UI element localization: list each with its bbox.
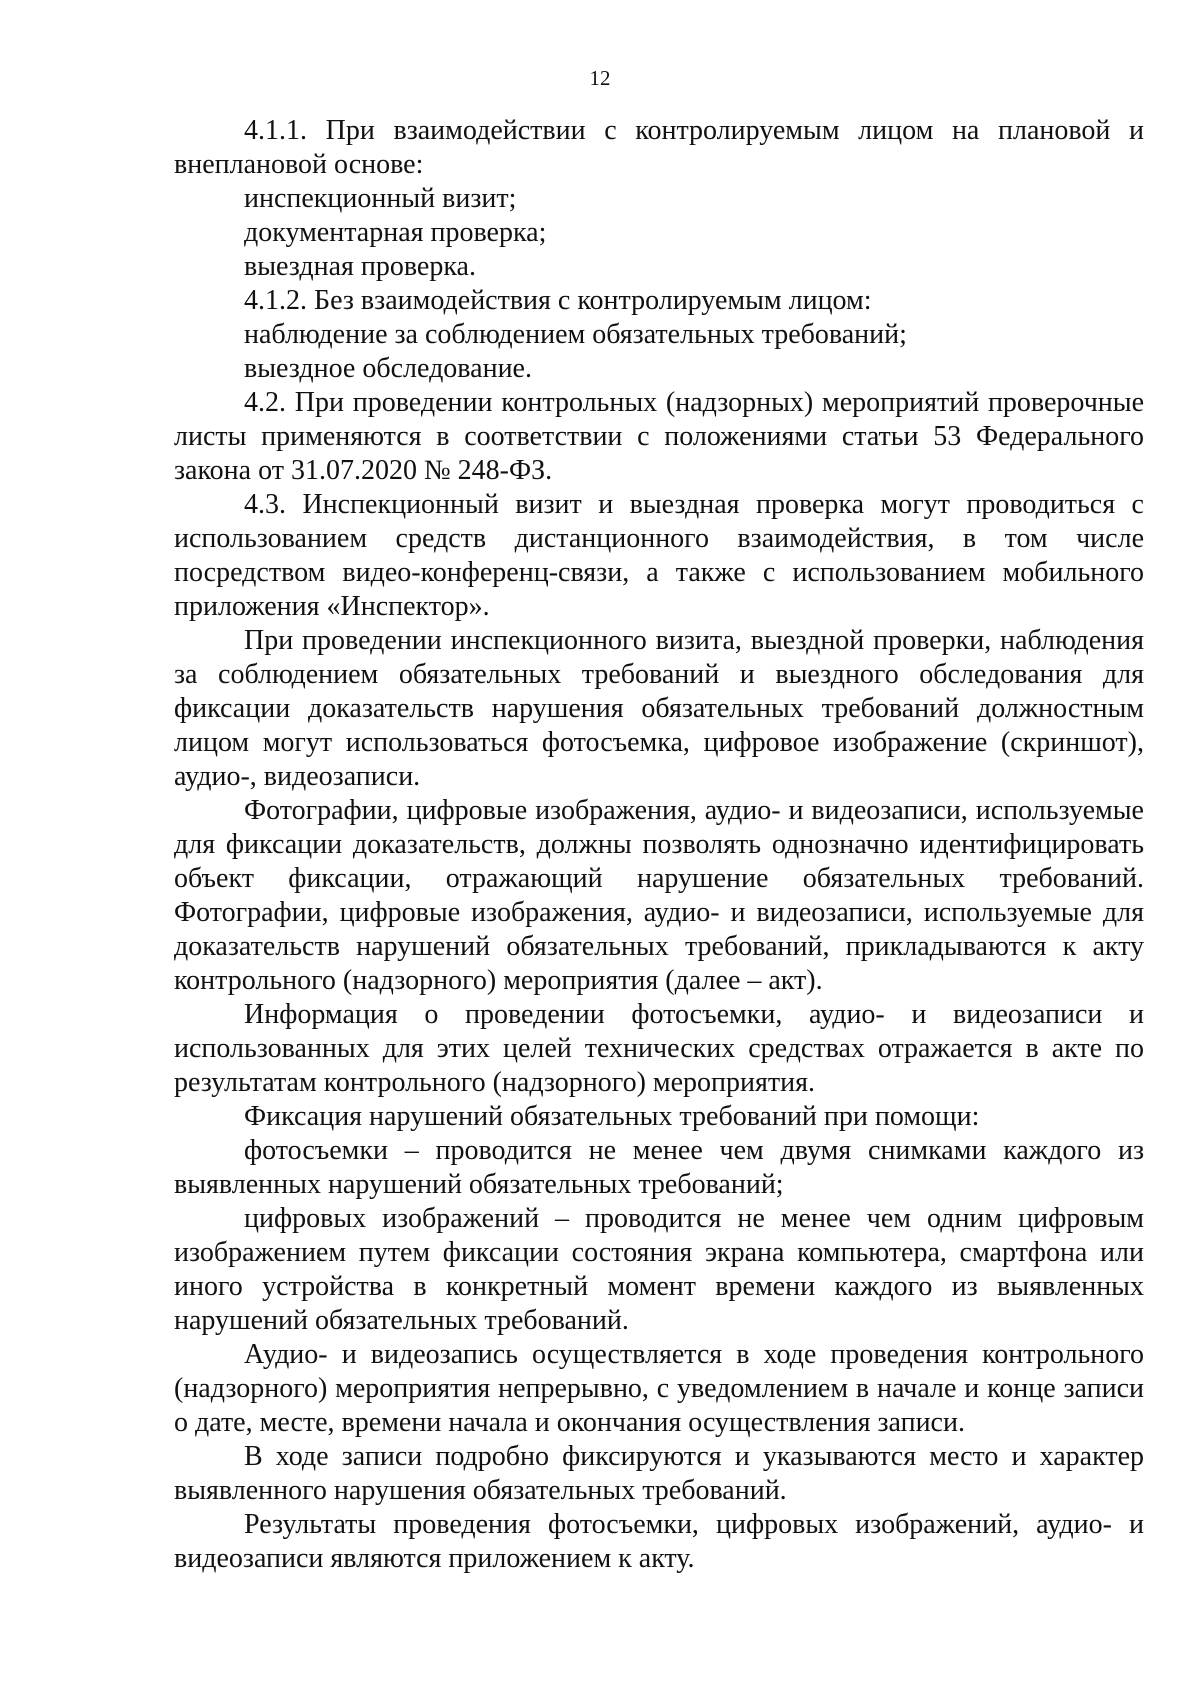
document-body bbox=[174, 114, 1144, 1576]
paragraph-recording-details: В ходе записи подробно фиксируются и указываются место и характер выявленного нарушения обязательных требований. bbox=[174, 1441, 1144, 1506]
paragraph-photo-fixation: фотосъемки – проводится не менее чем двумя снимками каждого из выявленных нарушений обязательных требований; bbox=[174, 1135, 1144, 1200]
list-item-inspection-visit: инспекционный визит; bbox=[244, 183, 517, 214]
list-item-field-survey: выездное обследование. bbox=[244, 353, 532, 384]
list-item-observation: наблюдение за соблюдением обязательных требований; bbox=[244, 319, 907, 350]
paragraph-4-1-2: 4.1.2. Без взаимодействия с контролируемым лицом: bbox=[244, 285, 872, 316]
list-item-field-check: выездная проверка. bbox=[244, 251, 476, 282]
paragraph-fixation-intro: Фиксация нарушений обязательных требований при помощи: bbox=[244, 1101, 980, 1132]
paragraph-4-1-1: 4.1.1. При взаимодействии с контролируемым лицом на плановой и внеплановой основе: bbox=[174, 115, 1144, 180]
paragraph-fixation-methods: При проведении инспекционного визита, выездной проверки, наблюдения за соблюдением обязательных требований и выездного обследования для фиксации доказательств нарушения обязательных требований должностным лицом могут использоваться фотосъемка, цифровое изображение (скриншот), аудио-, видеозаписи. bbox=[174, 625, 1144, 792]
paragraph-act-information: Информация о проведении фотосъемки, аудио- и видеозаписи и использованных для этих целей технических средствах отражается в акте по результатам контрольного (надзорного) мероприятия. bbox=[174, 999, 1144, 1098]
paragraph-digital-fixation: цифровых изображений – проводится не менее чем одним цифровым изображением путем фиксации состояния экрана компьютера, смартфона или иного устройства в конкретный момент времени каждого из выявленных нарушений обязательных требований. bbox=[174, 1203, 1144, 1336]
paragraph-photo-requirements: Фотографии, цифровые изображения, аудио- и видеозаписи, используемые для фиксации доказательств, должны позволять однозначно идентифицировать объект фиксации, отражающий нарушение обязательных требований. Фотографии, цифровые изображения, аудио- и видеозаписи, используемые для доказательств нарушений обязательных требований, прикладываются к акту контрольного (надзорного) мероприятия (далее – акт). bbox=[174, 795, 1144, 996]
paragraph-4-2: 4.2. При проведении контрольных (надзорных) мероприятий проверочные листы применяются в соответствии с положениями статьи 53 Федерального закона от 31.07.2020 № 248-ФЗ. bbox=[174, 387, 1144, 486]
paragraph-recording: Аудио- и видеозапись осуществляется в ходе проведения контрольного (надзорного) мероприятия непрерывно, с уведомлением в начале и конце записи о дате, месте, времени начала и окончания осуществления записи. bbox=[174, 1339, 1144, 1438]
list-item-documentary-check: документарная проверка; bbox=[244, 217, 547, 248]
paragraph-4-3: 4.3. Инспекционный визит и выездная проверка могут проводиться с использованием средств дистанционного взаимодействия, в том числе посредством видео-конференц-связи, а также с использованием мобильного приложения «Инспектор». bbox=[174, 489, 1144, 622]
paragraph-results-annex: Результаты проведения фотосъемки, цифровых изображений, аудио- и видеозаписи являются приложением к акту. bbox=[174, 1509, 1144, 1574]
page-number: 12 bbox=[589, 66, 611, 90]
